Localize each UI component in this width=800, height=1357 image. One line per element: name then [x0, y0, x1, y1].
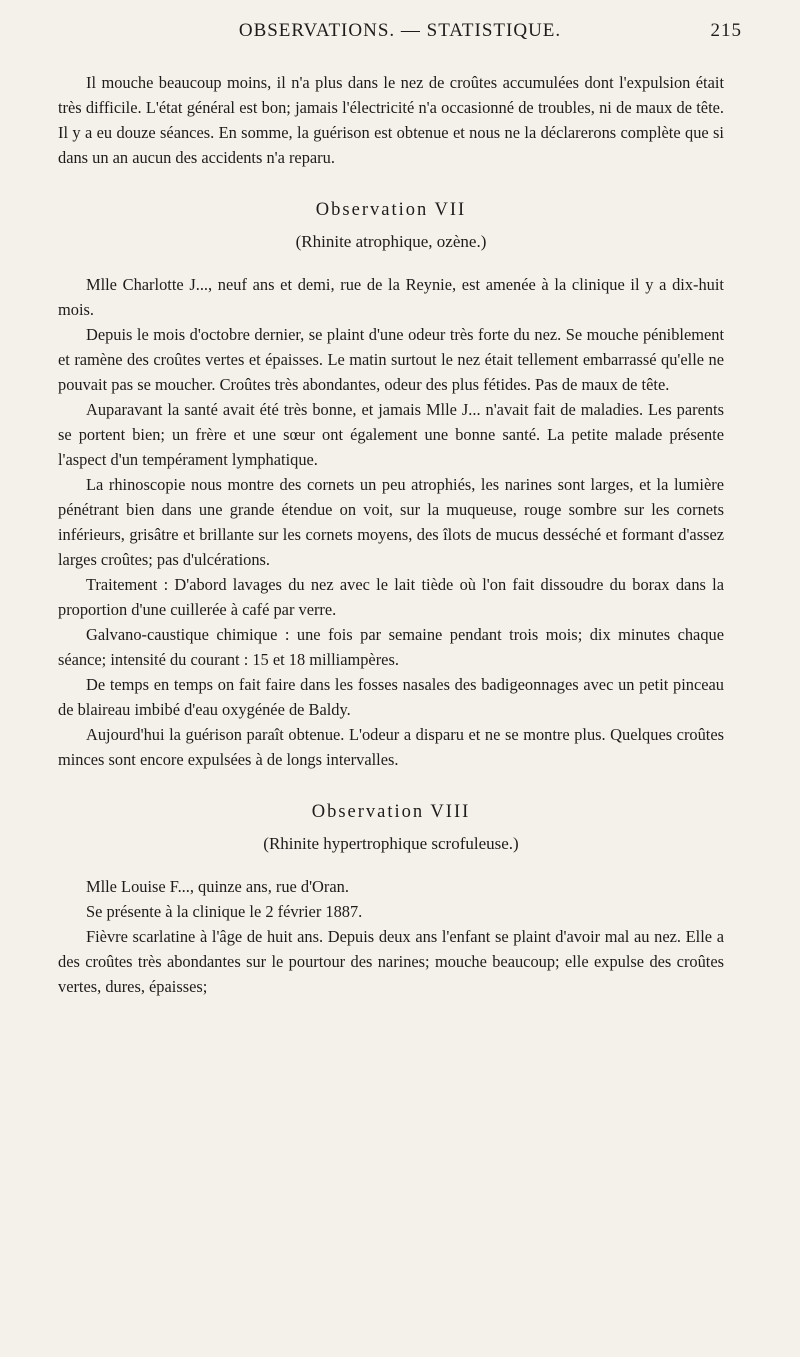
paragraph: Depuis le mois d'octobre dernier, se plaint d'une odeur très forte du nez. Se mouche péniblement et ramène des croûtes vertes et épaisses. Le matin surtout le nez était tellement embarrassé qu'elle ne pouvait pas se moucher. Croûtes très abondantes, odeur des plus fétides. Pas de maux de tête. — [58, 325, 724, 394]
observation-viii-subtitle: (Rhinite hypertrophique scrofuleuse.) — [263, 834, 519, 853]
paragraph: Traitement : D'abord lavages du nez avec le lait tiède où l'on fait dissoudre du borax dans la proportion d'une cuillerée à café par verre. — [58, 575, 724, 619]
running-title: OBSERVATIONS. — STATISTIQUE. — [238, 20, 562, 41]
page-number: 215 — [710, 20, 742, 41]
paragraph: Galvano-caustique chimique : une fois par semaine pendant trois mois; dix minutes chaque séance; intensité du courant : 15 et 18 milliampères. — [58, 625, 724, 669]
paragraph: De temps en temps on fait faire dans les fosses nasales des badigeonnages avec un petit pinceau de blaireau imbibé d'eau oxygénée de Baldy. — [58, 675, 724, 719]
paragraph: La rhinoscopie nous montre des cornets un peu atrophiés, les narines sont larges, et la lumière pénétrant bien dans une grande étendue on voit, sur la muqueuse, rouge sombre sur les cornets inférieurs, grisâtre et brillante sur les cornets moyens, des îlots de mucus desséché et formant d'assez larges croûtes; pas d'ulcérations. — [58, 475, 724, 569]
running-head — [0, 10, 800, 54]
paragraph: Auparavant la santé avait été très bonne, et jamais Mlle J... n'avait fait de maladies. Les parents se portent bien; un frère et une sœur ont également une bonne santé. La petite malade présente l'aspect d'un tempérament lymphatique. — [58, 400, 724, 469]
paragraph: Fièvre scarlatine à l'âge de huit ans. Depuis deux ans l'enfant se plaint d'avoir mal au nez. Elle a des croûtes très abondantes sur le pourtour des narines; mouche beaucoup; elle expulse des croûtes vertes, dures, épaisses; — [58, 927, 724, 996]
paragraph: Mlle Louise F..., quinze ans, rue d'Oran. — [86, 877, 349, 896]
intro-paragraph: Il mouche beaucoup moins, il n'a plus dans le nez de croûtes accumulées dont l'expulsion était très difficile. L'état général est bon; jamais l'électricité n'a occasionné de troubles, ni de maux de tête. Il y a eu douze séances. En somme, la guérison est obtenue et nous ne la déclarerons complète que si dans un an aucun des accidents n'a reparu. — [58, 73, 724, 167]
observation-vii-title: Observation VII — [315, 200, 467, 220]
observation-vii-subtitle: (Rhinite atrophique, ozène.) — [295, 232, 487, 251]
paragraph: Mlle Charlotte J..., neuf ans et demi, rue de la Reynie, est amenée à la clinique il y a dix-huit mois. — [58, 275, 724, 319]
observation-viii-title: Observation VIII — [311, 802, 471, 822]
paragraph: Aujourd'hui la guérison paraît obtenue. L'odeur a disparu et ne se montre plus. Quelques croûtes minces sont encore expulsées à de longs intervalles. — [58, 725, 724, 769]
paragraph: Se présente à la clinique le 2 février 1887. — [86, 902, 363, 921]
page-body — [58, 70, 724, 999]
